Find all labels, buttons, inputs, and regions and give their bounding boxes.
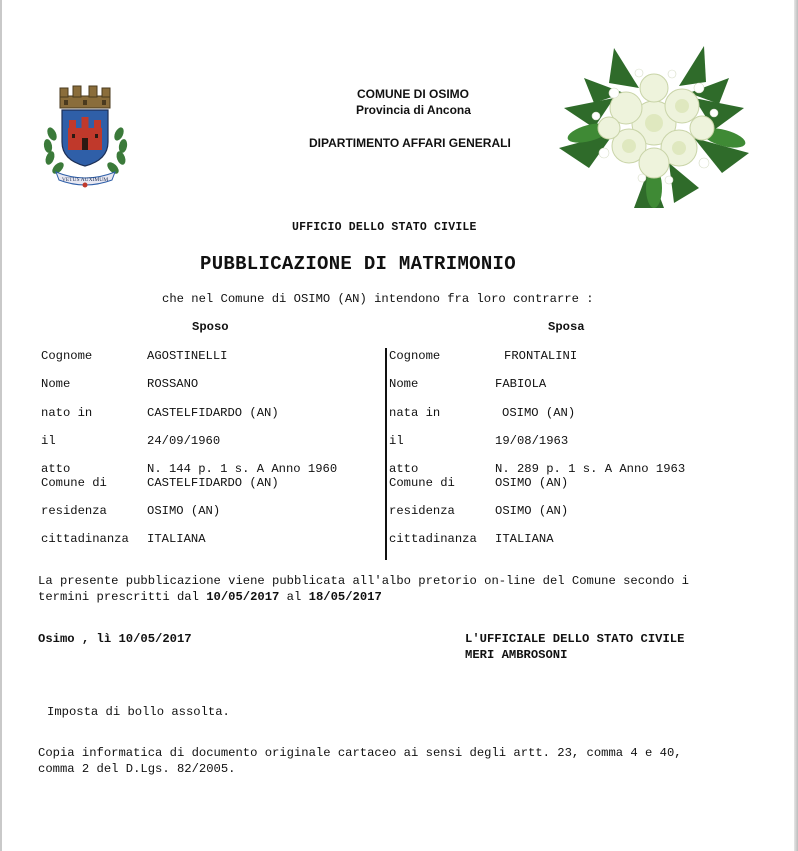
sposa-residenza: OSIMO (AN)	[495, 504, 569, 518]
sposa-comune: OSIMO (AN)	[495, 476, 569, 490]
sposo-residenza-label: residenza	[41, 504, 107, 518]
publication-line-2	[38, 590, 382, 604]
place-date: Osimo , lì 10/05/2017	[38, 632, 192, 646]
document-title: PUBBLICAZIONE DI MATRIMONIO	[200, 253, 516, 275]
flower-bouquet-icon	[554, 38, 754, 212]
publication-line-1: La presente pubblicazione viene pubblicata all'albo pretorio on-line del Comune secondo i	[38, 574, 689, 588]
provincia-name: Provincia di Ancona	[356, 103, 471, 117]
sposo-comune-label: Comune di	[41, 476, 107, 490]
sposo-cittadinanza: ITALIANA	[147, 532, 206, 546]
sposa-cognome: FRONTALINI	[504, 349, 578, 363]
sposo-nome: ROSSANO	[147, 377, 199, 391]
dipartimento-name: DIPARTIMENTO AFFARI GENERALI	[309, 136, 511, 150]
sposo-nato-label: nato in	[41, 406, 93, 420]
sposo-residenza: OSIMO (AN)	[147, 504, 221, 518]
comune-name: COMUNE DI OSIMO	[357, 87, 470, 101]
sposo-nome-label: Nome	[41, 377, 71, 391]
sposa-il: 19/08/1963	[495, 434, 569, 448]
sposo-atto: N. 144 p. 1 s. A Anno 1960	[147, 462, 338, 476]
column-divider	[385, 348, 387, 560]
intro-text: che nel Comune di OSIMO (AN) intendono fra loro contrarre :	[162, 292, 594, 306]
publication-mid: al	[279, 590, 309, 604]
sposo-cittadinanza-label: cittadinanza	[41, 532, 129, 546]
sposa-cittadinanza: ITALIANA	[495, 532, 554, 546]
sposo-cognome-label: Cognome	[41, 349, 93, 363]
sposa-residenza-label: residenza	[389, 504, 455, 518]
page-left-edge	[0, 0, 2, 851]
sposa-comune-label: Comune di	[389, 476, 455, 490]
copia-line-1: Copia informatica di documento originale cartaceo ai sensi degli artt. 23, comma 4 e 40,	[38, 746, 682, 760]
officer-role: L'UFFICIALE DELLO STATO CIVILE	[465, 632, 685, 646]
sposa-heading: Sposa	[548, 320, 585, 334]
sposo-nato: CASTELFIDARDO (AN)	[147, 406, 279, 420]
sposa-nome-label: Nome	[389, 377, 419, 391]
copia-line-2: comma 2 del D.Lgs. 82/2005.	[38, 762, 236, 776]
sposa-cognome-label: Cognome	[389, 349, 441, 363]
sposo-cognome: AGOSTINELLI	[147, 349, 228, 363]
publication-date-to: 18/05/2017	[308, 590, 382, 604]
sposo-heading: Sposo	[192, 320, 229, 334]
sposa-il-label: il	[389, 434, 404, 448]
sposa-atto-label: atto	[389, 462, 419, 476]
sposa-atto: N. 289 p. 1 s. A Anno 1963	[495, 462, 686, 476]
bollo-note: Imposta di bollo assolta.	[47, 705, 230, 719]
publication-date-from: 10/05/2017	[206, 590, 280, 604]
sposa-nata-label: nata in	[389, 406, 441, 420]
sposo-il-label: il	[41, 434, 56, 448]
page-right-edge	[794, 0, 798, 851]
crown-icon	[60, 86, 110, 108]
sposo-comune: CASTELFIDARDO (AN)	[147, 476, 279, 490]
sposa-cittadinanza-label: cittadinanza	[389, 532, 477, 546]
ufficio-title: UFFICIO DELLO STATO CIVILE	[292, 221, 477, 234]
sposa-nata: OSIMO (AN)	[502, 406, 576, 420]
comune-emblem-icon	[38, 84, 133, 190]
sposa-nome: FABIOLA	[495, 377, 547, 391]
castle-icon	[68, 117, 102, 150]
sposo-atto-label: atto	[41, 462, 71, 476]
emblem-motto: VETUS AUXIMUM	[61, 177, 109, 183]
officer-name: MERI AMBROSONI	[465, 648, 568, 662]
sposo-il: 24/09/1960	[147, 434, 221, 448]
publication-prefix: termini prescritti dal	[38, 590, 207, 604]
